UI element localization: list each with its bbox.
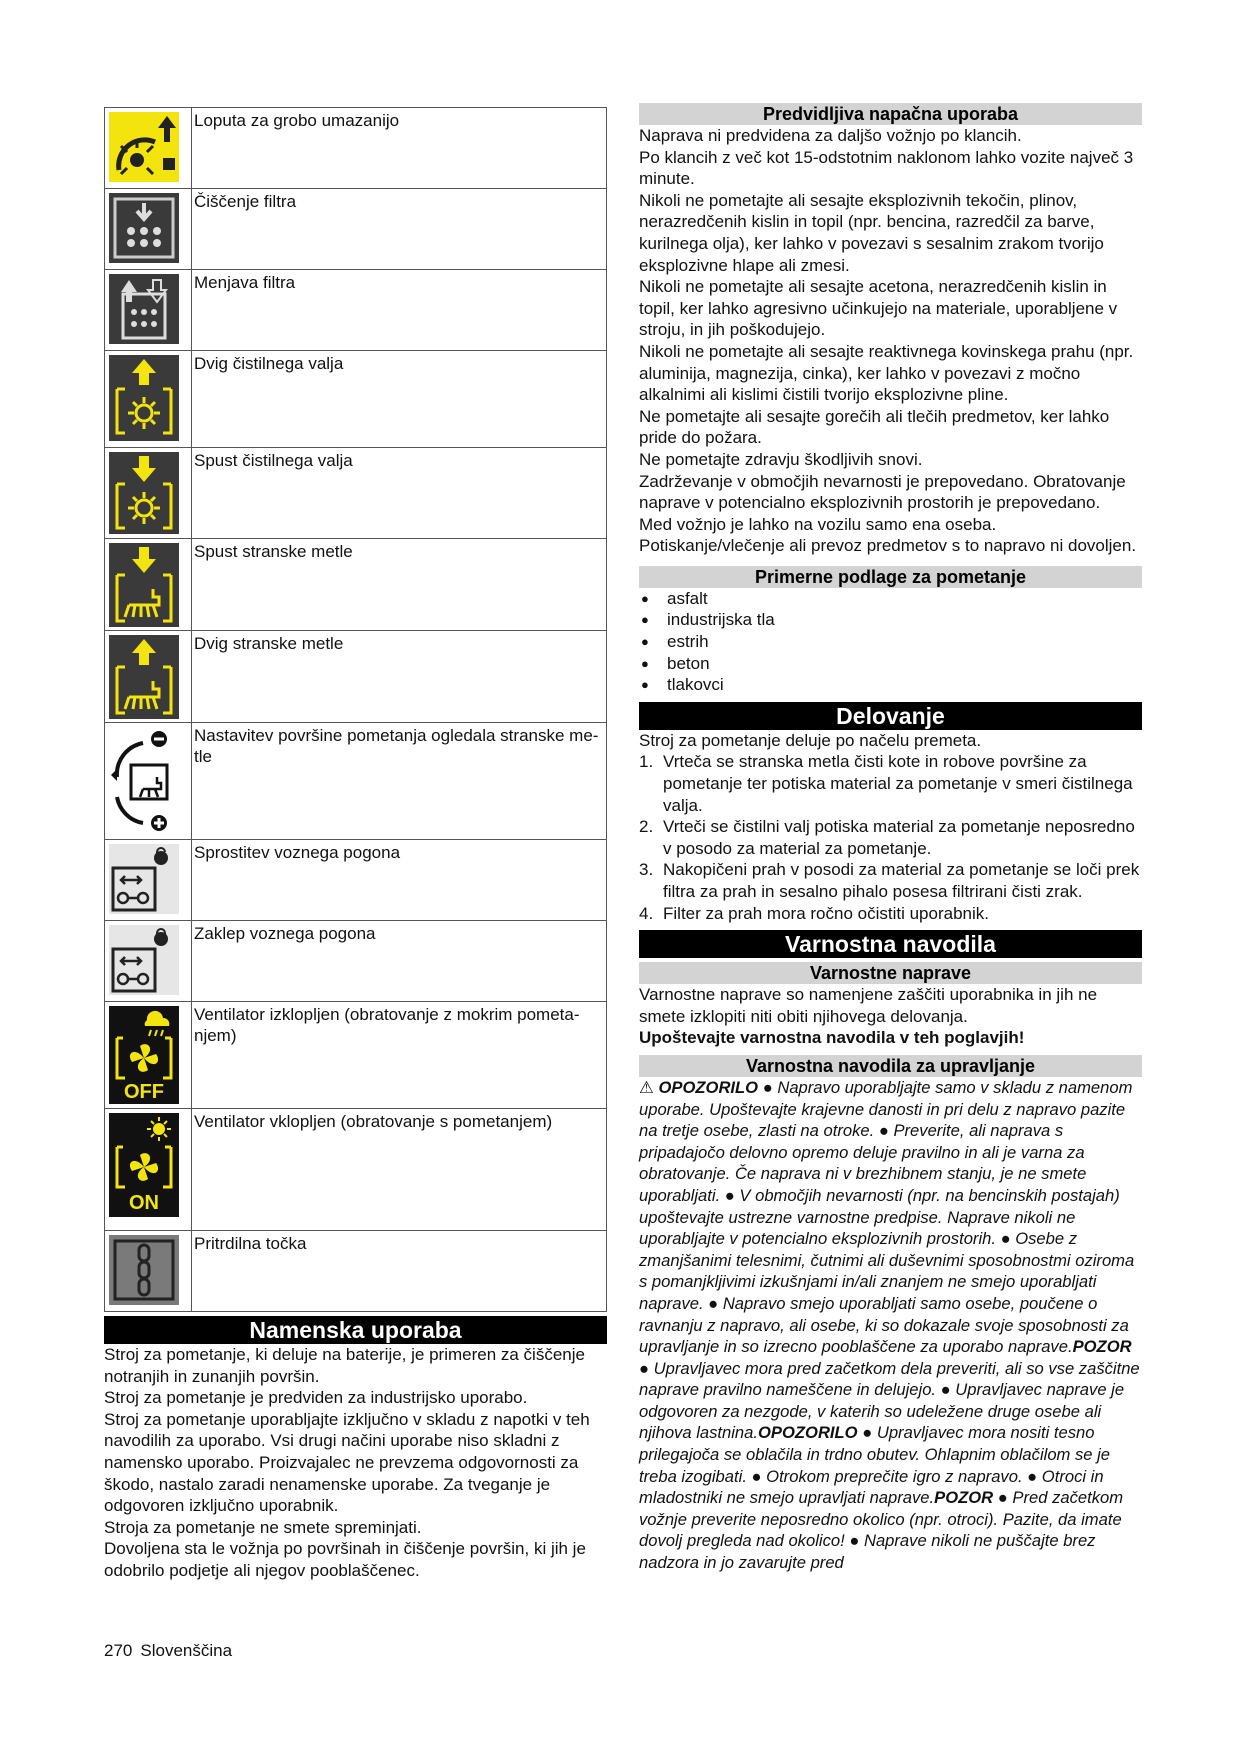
list-item: ● industrijska tla: [639, 609, 1142, 631]
surface-list: [639, 588, 1142, 696]
fan-badge: ON: [129, 1192, 159, 1214]
filter-change-icon: [109, 274, 179, 344]
caution-signal-word-2: POZOR: [934, 1488, 994, 1508]
table-row: [105, 108, 607, 189]
symbol-label: Zaklep voznega pogona: [192, 921, 607, 1002]
list-item: ● tlakovci: [639, 674, 1142, 696]
symbol-label: Ventilator vklopljen (obratovanje s pometanjem): [192, 1109, 607, 1231]
symbol-label: Spust čistilnega valja: [192, 448, 607, 539]
drive-release-icon: [109, 844, 179, 914]
misuse-section: [639, 103, 1142, 557]
caution-text: ● Upravljavec mora pred začetkom dela preveriti, ali so vse zaščitne naprave pravilno nameščene in delujejo. ● Upravljavec naprave je odgovoren za nezgode, v katerih so udeležene druge osebe ali njihova lastnina.: [639, 1358, 1140, 1443]
fan-off-icon: [109, 1006, 179, 1104]
page-number: 270: [104, 1641, 133, 1660]
warning-signal-word-2: OPOZORILO: [758, 1423, 858, 1443]
drive-lock-icon: [109, 925, 179, 995]
left-column: [104, 107, 607, 1582]
paragraph: Zadrževanje v območjih nevarnosti je prepovedano. Obratovanje naprave v potencialno eksplozivnih prostorih je prepovedano.: [639, 471, 1126, 513]
table-row: [105, 1109, 607, 1231]
list-item: [639, 751, 1142, 816]
symbol-label: Pritrdilna točka: [192, 1231, 607, 1312]
fan-badge: OFF: [124, 1081, 164, 1103]
coarse-dirt-flap-icon: [109, 112, 179, 182]
list-item: [639, 816, 1142, 859]
surfaces-section: [639, 566, 1142, 696]
paragraph: Stroj za pometanje deluje po načelu premeta.: [639, 730, 982, 750]
paragraph: Stroj za pometanje je predviden za industrijsko uporabo.: [104, 1388, 528, 1408]
section-heading: Predvidljiva napačna uporaba: [639, 103, 1142, 125]
paragraph: Stroja za pometanje ne smete spreminjati.: [104, 1517, 422, 1537]
section-heading: Primerne podlage za pometanje: [639, 566, 1142, 588]
paragraph: Dovoljena sta le vožnja po površinah in čiščenje površin, ki jih je odobrilo podjetje ali njegov pooblaščenec.: [104, 1539, 586, 1580]
fan-on-icon: [109, 1113, 179, 1217]
caution-signal-word: POZOR: [1072, 1337, 1132, 1357]
paragraph: Varnostne naprave so namenjene zaščiti uporabnika in jih ne smete izklopiti niti obiti njihovega delovanja.: [639, 985, 1098, 1026]
step-number: 2.: [639, 817, 654, 837]
attachment-point-icon: [109, 1235, 179, 1305]
list-item: ● asfalt: [639, 588, 1142, 610]
symbol-label: Ventilator izklopljen (obratovanje z mokrim pometa-njem): [192, 1002, 607, 1109]
symbol-label: Loputa za grobo umazanijo: [192, 108, 607, 189]
subsection-heading: Varnostne naprave: [639, 962, 1142, 984]
paragraph: Ne pometajte zdravju škodljivih snovi.: [639, 449, 923, 469]
symbol-label: Menjava filtra: [192, 270, 607, 351]
table-row: [105, 189, 607, 270]
intended-use-section: [104, 1316, 607, 1582]
list-item: [639, 903, 1142, 925]
symbol-label: Nastavitev površine pometanja ogledala stranske me-tle: [192, 723, 607, 840]
list-item: ● estrih: [639, 631, 1142, 653]
right-column: [639, 103, 1142, 1574]
page-footer: [104, 1641, 232, 1661]
safety-section: [639, 930, 1142, 1573]
step-number: 1.: [639, 752, 654, 772]
side-broom-lower-icon: [109, 543, 179, 627]
warning-text-2: ● Upravljavec mora nositi tesno prilegajoča se oblačila in trdno obutev. Ohlapnim oblačilom se je treba izogibati. ● Otrokom preprečite igro z napravo. ● Otroci in mladostniki ne smejo upravljati naprave.: [639, 1423, 1111, 1508]
paragraph: Stroj za pometanje uporabljajte izključno v skladu z napotki v teh navodilih za uporabo. Vsi drugi načini uporabe niso skladni z namensko uporabo. Proizvajalec ne prevzema odgovornosti za škodo, nastalo zaradi nenamenske uporabe. Za tveganje je odgovoren izključno uporabnik.: [104, 1409, 590, 1516]
paragraph: Naprava ni predvidena za daljšo vožnjo po klancih.: [639, 126, 1022, 145]
main-broom-raise-icon: [109, 355, 179, 441]
list-item: [639, 859, 1142, 902]
paragraph: Nikoli ne pometajte ali sesajte eksplozivnih tekočin, plinov, nerazredčenih kislin in topil (npr. bencina, razredčil za barve, kurilnega olja), ker lahko v povezavi s sesalnim zrakom tvorijo eksplozivne hlape ali zmesi.: [639, 190, 1104, 275]
table-row: [105, 448, 607, 539]
function-steps: [639, 751, 1142, 924]
paragraph: Med vožnjo je lahko na vozilu samo ena oseba.: [639, 514, 997, 534]
symbol-label: Dvig stranske metle: [192, 631, 607, 723]
step-text: Nakopičeni prah v posodi za material za pometanje se loči prek filtra za prah in sesalno pihalo posesa filtrirani čisti zrak.: [663, 860, 1140, 901]
paragraph: Ne pometajte ali sesajte gorečih ali tlečih predmetov, ker lahko pride do požara.: [639, 406, 1110, 448]
caution-text-2: ● Pred začetkom vožnje preverite neposredno okolico (npr. otroci). Pazite, da imate dovolj pregleda nad okolico! ● Naprave nikoli ne puščajte brez nadzora in jo zavarujte pred: [639, 1488, 1124, 1573]
filter-cleaning-icon: [109, 193, 179, 263]
symbol-label: Dvig čistilnega valja: [192, 351, 607, 448]
symbol-label: Čiščenje filtra: [192, 189, 607, 270]
paragraph: Nikoli ne pometajte ali sesajte acetona, nerazredčenih kislin in topil, ker lahko agresivno učinkujejo na materiale, uporabljene v stroju, in jih poškodujejo.: [639, 277, 1118, 340]
symbol-label: Spust stranske metle: [192, 539, 607, 631]
paragraph: Nikoli ne pometajte ali sesajte reaktivnega kovinskega prahu (npr. aluminija, magnezija, cinka), ker lahko v povezavi z močno alkalnimi ali kislimi čistili tvorijo eksplozivne pline.: [639, 341, 1134, 405]
table-row: [105, 539, 607, 631]
section-heading: Namenska uporaba: [104, 1316, 607, 1344]
symbol-label: Sprostitev voznega pogona: [192, 840, 607, 921]
footer-language: Slovenščina: [140, 1641, 233, 1660]
main-broom-lower-icon: [109, 452, 179, 534]
paragraph: Potiskanje/vlečenje ali prevoz predmetov s to napravo ni dovoljen.: [639, 536, 1137, 556]
step-number: 4.: [639, 903, 654, 923]
function-section: [639, 702, 1142, 924]
section-heading: Delovanje: [639, 702, 1142, 730]
table-row: [105, 921, 607, 1002]
table-row: [105, 723, 607, 840]
warning-text: ● Napravo uporabljajte samo v skladu z namenom uporabe. Upoštevajte krajevne danosti in pri delu z napravo pazite na tretje osebe, zlasti na otroke. ● Preverite, ali naprava s pripadajočo delovno opremo deluje pravilno in ali je varna za obratovanje. Če naprava ni v brezhibnem stanju, je ne smete uporabljati. ● V območjih nevarnosti (npr. na bencinskih postajah) upoštevajte ustrezne varnostne predpise. Naprave nikoli ne uporabljajte v potencialno eksplozivnih prostorih. ● Osebe z zmanjšanimi telesnimi, čutnimi ali duševnimi sposobnostmi oziroma s pomanjkljivimi izkušnjami in/ali znanjem ne smejo uporabljati naprave. ● Napravo smejo uporabljati samo osebe, poučene o ravnanju z napravo, ali osebe, ki so dokazale svoje sposobnosti za upravljanje in so izrecno pooblaščene za uporabo naprave.: [639, 1077, 1135, 1357]
table-row: [105, 840, 607, 921]
side-broom-raise-icon: [109, 635, 179, 719]
list-item: ● beton: [639, 653, 1142, 675]
warning-signal-word: OPOZORILO: [658, 1077, 759, 1097]
table-row: [105, 1231, 607, 1312]
section-heading: Varnostna navodila: [639, 930, 1142, 958]
safety-text: [639, 1077, 1142, 1574]
symbol-table: [104, 107, 607, 1312]
paragraph: Stroj za pometanje, ki deluje na baterije, je primeren za čiščenje notranjih in zunanjih površin.: [104, 1345, 585, 1386]
step-text: Vrteča se stranska metla čisti kote in robove površine za pometanje ter potiska material za pometanje v smeri čistilnega valja.: [663, 752, 1133, 815]
side-broom-pattern-icon: [109, 727, 179, 835]
warning-triangle-icon: ⚠: [639, 1077, 654, 1097]
table-row: [105, 351, 607, 448]
step-text: Vrteči se čistilni valj potiska material za pometanje neposredno v posodo za material za pometanje.: [663, 817, 1135, 858]
table-row: [105, 270, 607, 351]
table-row: [105, 631, 607, 723]
subsection-heading: Varnostna navodila za upravljanje: [639, 1055, 1142, 1077]
table-row: [105, 1002, 607, 1109]
step-text: Filter za prah mora ročno očistiti uporabnik.: [663, 903, 989, 923]
paragraph: Po klancih z več kot 15-odstotnim naklonom lahko vozite največ 3 minute.: [639, 147, 1134, 189]
safety-note: Upoštevajte varnostna navodila v teh poglavjih!: [639, 1028, 1025, 1048]
step-number: 3.: [639, 860, 654, 880]
